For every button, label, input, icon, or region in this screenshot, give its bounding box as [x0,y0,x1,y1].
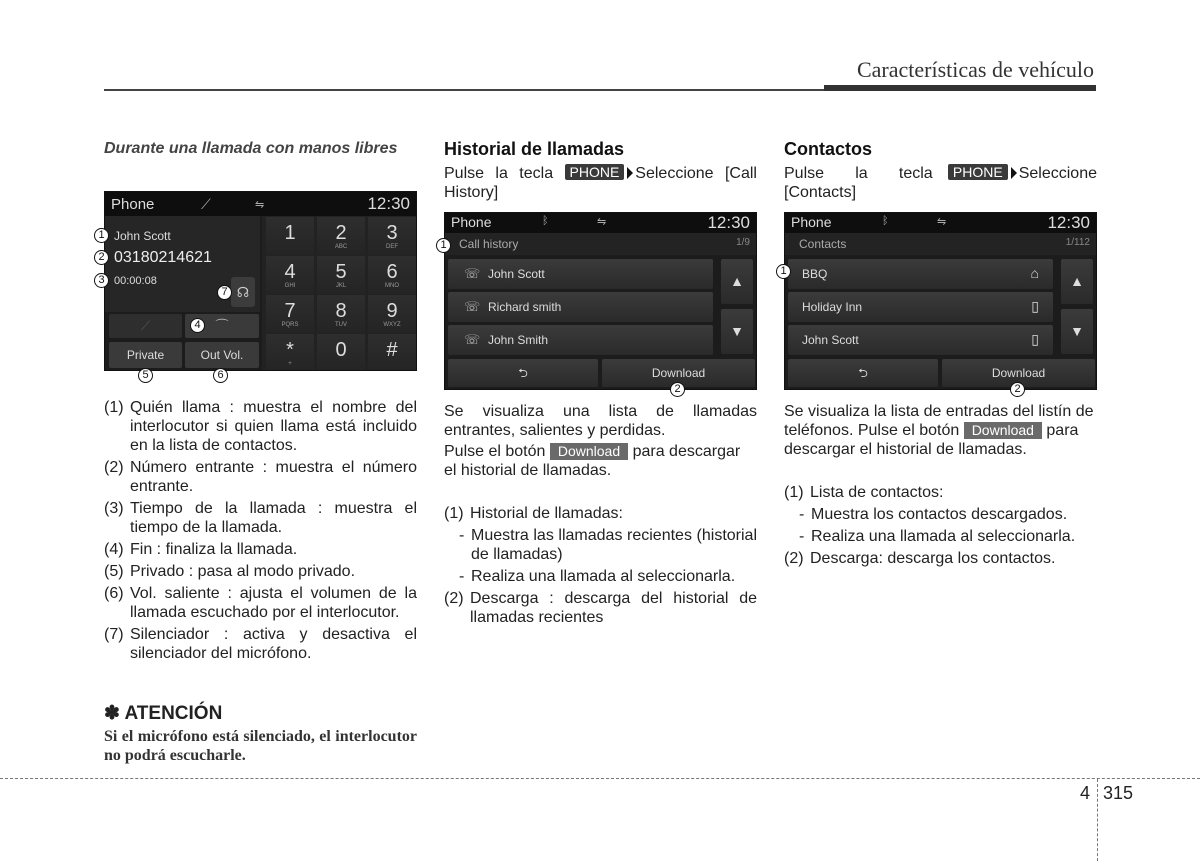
callout-6: 6 [213,368,228,383]
list-entry-text: Muestra los contactos descargados. [811,506,1068,523]
call-history-intro [444,164,757,202]
keypad-digit: 2 [335,222,347,244]
desc-pre: Se visualiza la lista de entradas del listín de teléfonos. Pulse el botón [784,403,1094,439]
callout-2: 2 [1010,382,1025,397]
call-feature-list [104,398,417,666]
triangle-up-icon: ▲ [730,273,744,289]
download-tag: Download [550,443,628,460]
scroll-down-button[interactable] [721,309,753,354]
list-entry [104,562,417,581]
keypad-letters: MNO [385,283,399,289]
list-item[interactable] [788,259,1053,289]
list-entry [784,549,1097,568]
list-entry [784,527,1097,546]
callout-2: 2 [670,382,685,397]
clock: 12:30 [1047,213,1090,232]
list-entry-text: Muestra las llamadas recientes (historial de llamadas) [471,527,757,563]
list-entry-number: (3) [104,500,124,517]
list-entry [784,483,1097,502]
list-title: Call history [459,237,519,251]
list-item-label: Holiday Inn [802,300,863,314]
intro-pre: Pulse la tecla [444,165,554,182]
list-entry-text: Descarga : descarga del historial de llamadas recientes [470,590,757,626]
desc-pre: Pulse el botón [444,443,546,460]
keypad-key[interactable] [317,256,365,294]
call-icon: ☏ [464,266,481,281]
list-item[interactable] [448,325,713,355]
call-history-desc-2 [444,442,757,480]
out-vol-button[interactable]: Out Vol. [185,342,259,368]
phone-call-screen [104,191,417,371]
status-bar [105,192,416,216]
list-item[interactable] [448,292,713,322]
list-entry-number: - [459,568,465,585]
mobile-phone-icon: ▯ [1031,331,1039,347]
list-item-label: BBQ [802,267,828,281]
triangle-down-icon: ▼ [730,323,744,339]
list-entry-text: Tiempo de la llamada : muestra el tiempo de la llamada. [130,500,417,536]
private-button[interactable]: Private [109,342,182,368]
intro-post: Seleccione [Call History] [444,165,757,201]
keypad-letters: + [288,361,292,367]
arrow-right-icon [1011,167,1017,179]
list-entry-number: (2) [784,550,804,567]
footer-vertical-dash [1097,779,1098,861]
list-entry-number: - [799,506,805,523]
list-entry-number: - [459,527,465,544]
call-icon: ☏ [464,332,481,347]
keypad-key[interactable] [266,217,314,255]
list-item[interactable] [788,325,1053,355]
call-history-list [444,504,757,630]
screen-title: Phone [111,196,155,213]
callout-2: 2 [94,250,109,265]
list-entry [104,584,417,622]
hangup-icon: ⌒ [215,318,229,333]
list-entry-text: Historial de llamadas: [470,505,623,522]
usb-icon: ⇋ [255,199,265,211]
list-entry [104,625,417,663]
keypad-letters: ABC [334,244,348,250]
call-history-title: Historial de llamadas [444,139,625,159]
keypad-digit: 0 [335,339,347,361]
list-item-label: Richard smith [488,300,562,314]
clock: 12:30 [707,213,750,232]
callout-4: 4 [190,318,205,333]
list-count: 1/112 [1065,237,1090,248]
triangle-down-icon: ▼ [1070,323,1084,339]
list-item[interactable] [788,292,1053,322]
list-item-label: John Smith [488,333,549,347]
keypad-letters: JKL [335,283,347,289]
list-item[interactable] [448,259,713,289]
list-entry-text: Vol. saliente : ajusta el volumen de la llamada escuchado por el interlocutor. [130,585,417,621]
intro-pre: Pulse la tecla [784,165,933,182]
keypad-key[interactable] [317,334,365,371]
accept-call-button[interactable] [109,314,182,338]
list-header [785,233,1096,255]
clock: 12:30 [367,194,410,213]
back-icon: ⮌ [858,366,868,380]
handset-icon: ⟋ [140,318,151,333]
list-entry [444,589,757,627]
triangle-up-icon: ▲ [1070,273,1084,289]
list-entry [104,458,417,496]
contacts-intro [784,164,1097,202]
list-entry-number: (1) [444,505,464,522]
keypad-key[interactable] [368,256,416,294]
desc-post: para descargar el historial de llamadas. [784,422,1079,458]
keypad-key[interactable] [266,334,314,371]
keypad-key[interactable] [317,295,365,333]
download-tag: Download [964,422,1042,439]
list-entry [104,398,417,455]
list-header [445,233,756,255]
callout-5: 5 [138,368,153,383]
keypad-digit: 7 [284,300,296,322]
callout-1: 1 [94,228,109,243]
caller-number: 03180214621 [114,249,212,266]
list-entry [444,504,757,523]
attention-title: ✽ ATENCIÓN [104,703,223,724]
callout-1: 1 [776,264,791,279]
callout-3: 3 [94,273,109,288]
home-icon: ⌂ [1030,265,1039,281]
keypad-digit: 8 [335,300,347,322]
back-button[interactable] [788,359,938,387]
screen-title: Phone [451,214,492,230]
keypad-digit: # [386,339,398,361]
status-bar [445,213,756,233]
phone-key-tag: PHONE [565,164,625,180]
keypad-digit: 1 [284,222,296,244]
desc-post: para descargar el historial de llamadas. [444,443,741,479]
list-entry-text: Realiza una llamada al seleccionarla. [811,528,1076,545]
list-entry-text: Privado : pasa al modo privado. [130,563,356,580]
list-entry-text: Quién llama : muestra el nombre del interlocutor si quien llama está incluido en la lista de contactos. [130,399,417,454]
contacts-screen [784,212,1097,390]
list-entry [784,505,1097,524]
list-entry-text: Número entrante : muestra el número entrante. [130,459,417,495]
keypad-key[interactable] [266,256,314,294]
keypad-letters: PQRS [281,322,299,328]
contacts-title: Contactos [784,139,873,159]
chapter-title: Características de vehículo [856,57,1094,82]
caller-name: John Scott [114,229,171,243]
keypad-key[interactable] [266,295,314,333]
usb-icon: ⇋ [597,216,607,228]
keypad-digit: 6 [386,261,398,283]
contacts-desc [784,402,1097,459]
keypad-key[interactable] [317,217,365,255]
keypad-digit: 9 [386,300,398,322]
callout-7: 7 [217,285,232,300]
keypad-key[interactable] [368,334,416,371]
list-entry-text: Fin : finaliza la llamada. [130,541,298,558]
page-number: 315 [1103,783,1134,803]
contacts-list [784,483,1097,571]
keypad-letters: DEF [386,244,398,250]
list-item-label: John Scott [802,333,859,347]
list-entry [104,540,417,559]
list-entry-number: (7) [104,626,124,643]
arrow-right-icon [627,167,633,179]
list-entry-number: (1) [784,484,804,501]
usb-icon: ⇋ [937,216,947,228]
call-history-screen [444,212,757,390]
keypad-digit: 3 [386,222,398,244]
scroll-up-button[interactable] [721,259,753,304]
list-entry-number: (5) [104,563,124,580]
phone-key-tag: PHONE [948,164,1008,180]
call-duration: 00:00:08 [114,275,157,287]
mobile-phone-icon: ▯ [1031,298,1039,314]
list-entry-number: (2) [104,459,124,476]
keypad-key[interactable] [368,295,416,333]
status-bar [785,213,1096,233]
list-entry [104,499,417,537]
keypad-letters: TUV [335,322,347,328]
call-icon: ⟋ [201,196,211,212]
caller-panel [105,216,260,312]
download-button[interactable]: Download [942,359,1095,387]
attention-body: Si el micrófono está silenciado, el interlocutor no podrá escucharle. [104,728,417,764]
mute-button[interactable] [231,277,255,307]
list-entry-number: (4) [104,541,124,558]
keypad-key[interactable] [368,217,416,255]
list-entry-text: Lista de contactos: [810,484,944,501]
list-entry-text: Realiza una llamada al seleccionarla. [471,568,736,585]
list-entry-number: (1) [104,399,124,416]
list-entry-text: Descarga: descarga los contactos. [810,550,1056,567]
header-rule-accent [824,85,1096,91]
callout-1: 1 [436,238,451,253]
chapter-number: 4 [1080,783,1091,803]
back-button[interactable] [448,359,598,387]
keypad-digit: 4 [284,261,296,283]
scroll-up-button[interactable] [1061,259,1093,304]
list-entry-number: - [799,528,805,545]
microphone-icon: ☊ [236,284,250,300]
scroll-down-button[interactable] [1061,309,1093,354]
keypad-letters: WXYZ [383,322,401,328]
list-count: 1/9 [736,237,750,248]
list-entry-number: (6) [104,585,124,602]
back-icon: ⮌ [518,366,528,380]
list-entry-number: (2) [444,590,464,607]
bluetooth-icon: ᛒ [882,215,889,227]
call-history-desc-1: Se visualiza una lista de llamadas entrantes, salientes y perdidas. [444,403,757,439]
list-entry-text: Silenciador : activa y desactiva el silenciador del micrófono. [130,626,417,662]
call-icon: ☏ [464,299,481,314]
list-entry [444,526,757,564]
screen-title: Phone [791,214,832,230]
keypad-digit: * [286,339,294,361]
list-entry [444,567,757,586]
bluetooth-icon: ᛒ [542,215,549,227]
intro-post: Seleccione [Contacts] [784,165,1097,201]
section-subhead: Durante una llamada con manos libres [104,140,398,157]
list-title: Contacts [799,237,847,251]
keypad-letters: GHI [284,283,296,289]
keypad-digit: 5 [335,261,347,283]
list-item-label: John Scott [488,267,545,281]
footer-dashed-line [0,778,1200,779]
download-button[interactable]: Download [602,359,755,387]
dial-keypad [262,216,417,371]
